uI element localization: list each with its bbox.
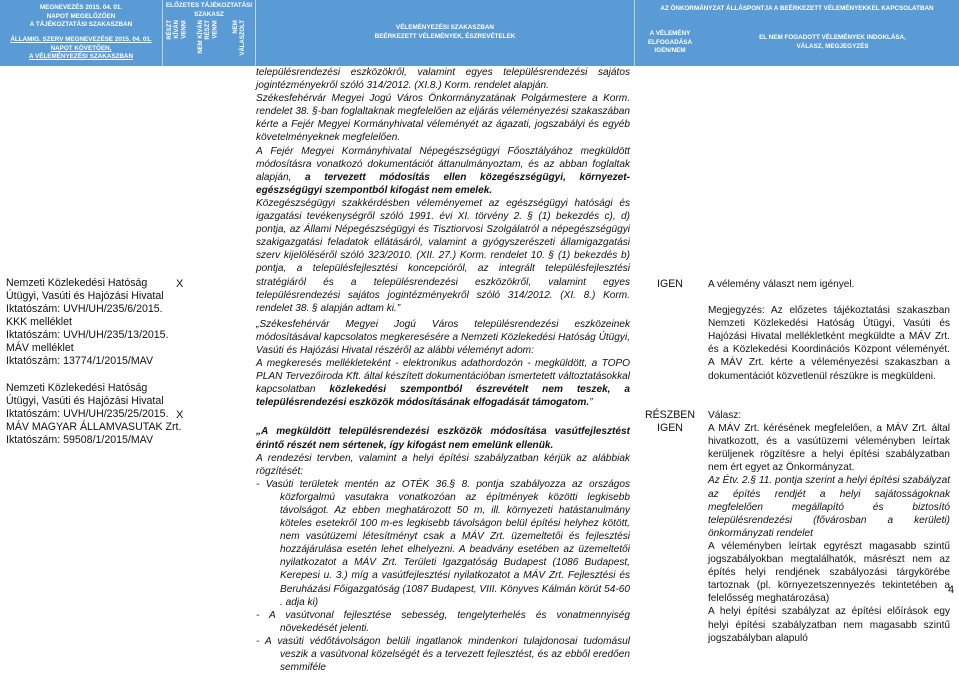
header-col-preliminary [163, 0, 255, 20]
header-col-opinions [256, 0, 634, 66]
response-text [708, 474, 950, 539]
opinion-paragraph: „Székesfehérvár Megyei Jogú Város településrendezési eszközeinek módosításával kapcsolatos megkeresésére a Nemzeti Közlekedési Hatóság Útügyi, Vasúti és Hajózási Hivatal részéről az alábbi véleményt adom: [256, 318, 630, 356]
opinion-paragraph [256, 357, 630, 409]
header-col4-line: ELFOGADÁSA [647, 38, 693, 46]
opinion-list-item: - Vasúti területek mentén az OTÉK 36.§ 8. pontja szabályozza az országos közforgalmú vasutakra vonatkozóan az építmények közötti legkisebb távolságot. Az ebben meghatározott 50 m, ill. környezeti hatástanulmány köteles esetekről 100 m-es legkisebb távolságon belül építési helyhez kötött, nem vasútüzemi létesítményt csak a MÁV Zrt. üzemeltetői és fejlesztési hozzájárulása esetén lehet elhelyezni. A beadvány esetében az üzemeltetői nyilatkozatot a MÁV Zrt. Területi Igazgatóság Budapest (1086 Budapest, Kerepesi u. 3.) míg a vasútfejlesztési nyilatkozatot a MÁV Zrt. Fejlesztési és Beruházási Főigazgatóság (1087 Budapest, VIII. Könyves Kálmán körút 54-60 . adja ki) [256, 478, 630, 608]
response-text: A véleményben leírtak egyrészt magasabb szintű jogszabályokban megtalálhatók, másrészt nem az építés helyi rendjének szabályozási tárgykörébe tartoznak (pl. környezetszennyezés tekintetében a felelősség meghatározása) [708, 540, 950, 605]
authority-line: Iktatószám: UVH/UH/235/25/2015. [6, 408, 169, 420]
authority-line: Iktatószám: UVH/UH/235/6/2015. [6, 303, 163, 315]
opinion-paragraph [256, 145, 630, 197]
header-col1-line: MEGNEVEZÉS 2015. 04. 01. [39, 4, 123, 12]
opinion-text-bold: közlekedési szempontból észrevételt nem teszek, a településrendezési eszközök módosításának elfogadását támogatom. [256, 384, 630, 409]
authority-line: Nemzeti Közlekedési Hatóság [6, 277, 148, 289]
response-text: A vélemény választ nem igényel. [708, 279, 855, 290]
authority-line: Iktatószám: 13774/1/2015/MAV [6, 355, 154, 367]
response-text: A MÁV Zrt. kérésének megfelelően, a MÁV Zrt. által hivatkozott, és a vasútüzemi véleményben leírtak kerüljenek rögzítésre a helyi építési szabályzatban nem ért egyet az Önkormányzat. [708, 423, 950, 474]
header-col3-line: BEÉRKEZETT VÉLEMÉNYEK, ÉSZREVÉTELEK [374, 33, 516, 40]
left-column [6, 277, 182, 447]
opinion-text: ” [589, 397, 593, 409]
header-col1-line: NAPOT MEGELŐZŐEN [46, 12, 116, 20]
opinion-text: A Fejér Megyei Kormányhivatal Népegészségügyi Főosztályához megküldött módosításra vonatkozó dokumentációt áttanulmányoztam, és az abban foglaltak alapján, [256, 145, 630, 183]
authority-line: MÁV MAGYAR ÁLLAMVASUTAK Zrt. [6, 421, 182, 433]
participation-mark: X [176, 278, 184, 290]
header-vertical-label: NEM VÁLASZOLT [232, 20, 246, 56]
authority-line: Útügyi, Vasúti és Hajózási Hivatal [6, 395, 164, 407]
header-col4-line: A VÉLEMÉNY [649, 30, 691, 38]
response-text: A helyi építési szabályzat az építési előírások egy helyi építési szabályzatban nem magasabb szintű jogszabályban alapuló [708, 606, 950, 644]
table-header [0, 0, 959, 66]
header-col-reasons [706, 20, 959, 66]
response-block [708, 409, 950, 645]
page-number: 4 [948, 584, 955, 596]
authority-line: Iktatószám: 59508/1/2015/MAV [6, 434, 154, 446]
header-col1-line: ÁLLAMIG. SZERV MEGNEVEZÉSE 2015. 04. 01. [10, 36, 152, 43]
header-col3-line: VÉLEMÉNYEZÉSI SZAKASZBAN [396, 24, 494, 32]
header-col5-line: EL NEM FOGADOTT VÉLEMÉNYEK INDOKLÁSA, [759, 34, 906, 42]
header-vertical-label: RÉSZT KÍVÁN VENNI [167, 20, 188, 40]
response-text: Megjegyzés: Az előzetes tájékoztatási szakaszban Nemzeti Közlekedési Hatóság Útügyi, Vasúti és Hajózási Hivatal mellékletként megküldte a MÁV Zrt. és a Közlekedési Koordinációs Központ véleményét. A MÁV Zrt. kérte a véleményezési szakaszban a dokumentációt közvetlenül részükre is megküldeni. [708, 305, 950, 382]
header-col-no-answer [225, 18, 255, 66]
opinion-list-item: - A vasúti védőtávolságon belüli ingatlanok mindenkori tulajdonosai tudomásul veszik a vasútvonal közelségét és a tervezett fejlesztést, és az ebből eredően semmiféle [256, 635, 630, 674]
header-col2-line: SZAKASZ [194, 10, 224, 18]
authority-line: Nemzeti Közlekedési Hatóság [6, 382, 148, 394]
header-col1-line: A VÉLEMÉNYEZÉSI SZAKASZBAN [28, 53, 134, 61]
acceptance-status: IGEN [657, 278, 683, 290]
opinion-paragraph: „A megküldött településrendezési eszközök módosítása vasútfejlesztést érintő részét nem sértenek, így kifogást nem emelünk ellenük. [256, 426, 630, 451]
opinion-text-bold: a tervezett módosítás ellen közegészségügyi, környezet-egészségügyi szempontból kifogást nem emelek. [256, 171, 630, 196]
opinion-paragraph: A rendezési tervben, valamint a helyi építési szabályzatban kérjük az alábbiak rögzítését: [256, 452, 630, 477]
header-col5-line: VÁLASZ, MEGJEGYZÉS [796, 43, 869, 50]
header-col-acceptance [635, 20, 705, 66]
response-text: Válasz: [708, 410, 742, 421]
acceptance-status: RÉSZBEN [644, 409, 696, 421]
header-col5-top-line: AZ ÖNKORMÁNYZAT ÁLLÁSPONTJA A BEÉRKEZETT VÉLEMÉNYEKKEL KAPCSOLATBAN [660, 5, 934, 12]
header-col-names [0, 0, 162, 66]
authority-line: MÁV melléklet [6, 342, 74, 354]
header-col1-line: NAPOT KÖVETŐEN, [50, 44, 112, 52]
opinion-paragraph: Székesfehérvár Megyei Jogú Város Önkormányzatának Polgármestere a Korm. rendelet 38. §-ban foglaltaknak megfelelően az eljárás véleményezési szakaszában kérte a Fejér Megyei Kormányhivatal véleményét az ágazati, jogszabályi és egyéb követelményeknek megfelelően. [256, 93, 630, 144]
authority-line: Iktatószám: UVH/UH/235/13/2015. [6, 329, 169, 341]
opinion-paragraph: Közegészségügyi szakkérdésben véleményemet az egészségügyi hatósági és igazgatási tevékenységről szóló 1991. évi XI. törvény 2. § (1) bekezdés c), d) pontja, az Állami Népegészségügyi és Tisztiorvosi Szolgálatról a népegészségügyi szakigazgatási feladatok ellátásáról, valamint a gyógyszerészeti államigazgatási szerv kijelöléséről szóló 323/2010. (XII. 27.) Korm. rendelet 10. § (1) bekezdés b) pontja, a településfejlesztési koncepcióról, az integrált településfejlesztési stratégiáról és a településrendezési eszközökről, valamint egyes településrendezési sajátos jogintézményekről szóló 314/2012. (XI. 8.) Korm. rendelet 38. § alapján adtam ki.” [256, 197, 630, 314]
header-col2-line: ELŐZETES TÁJÉKOZTATÁSI [165, 2, 253, 9]
opinion-list-item: - A vasútvonal fejlesztése sebesség, tengelyterhelés és vonatmennyiség növekedését jelenti. [256, 609, 630, 634]
authority-line: KKK melléklet [6, 316, 72, 328]
header-col1-line: A TÁJÉKOZTATÁSI SZAKASZBAN [29, 21, 133, 29]
opinion-text: A megkeresés mellékleteként - elektronikus adathordozón - megküldött, a TOPO PLAN Tervezőiroda Kft. által készített dokumentációban ismertetett változtatásokkal kapcsolatban [256, 358, 630, 396]
participation-mark: X [176, 409, 184, 421]
opinion-paragraph: településrendezési eszközökről, valamint egyes településrendezési sajátos jogintézményekről szóló 314/2012. (XI.8.) Korm. rendelet alapján. [256, 67, 630, 92]
authority-line: Útügyi, Vasúti és Hajózási Hivatal [6, 290, 164, 302]
header-col4-line: IGEN/NEM [654, 47, 686, 55]
header-col-wants-part [163, 18, 193, 66]
acceptance-status: IGEN [657, 422, 683, 434]
response-block [708, 278, 950, 383]
header-vertical-label: NEM KÍVÁN RÉSZT VENNI [198, 20, 219, 54]
response-text-italic: Az Étv. 2.§ 11. pontja szerint a helyi építési szabályzat az építés rendjét a helyi sajátosságoknak megfelelően megállapító és biztosító településrendezési (fővárosban a kerületi) önkormányzati rendelet [708, 475, 951, 539]
header-col-no-part [194, 18, 224, 66]
opinions-column [256, 66, 630, 674]
